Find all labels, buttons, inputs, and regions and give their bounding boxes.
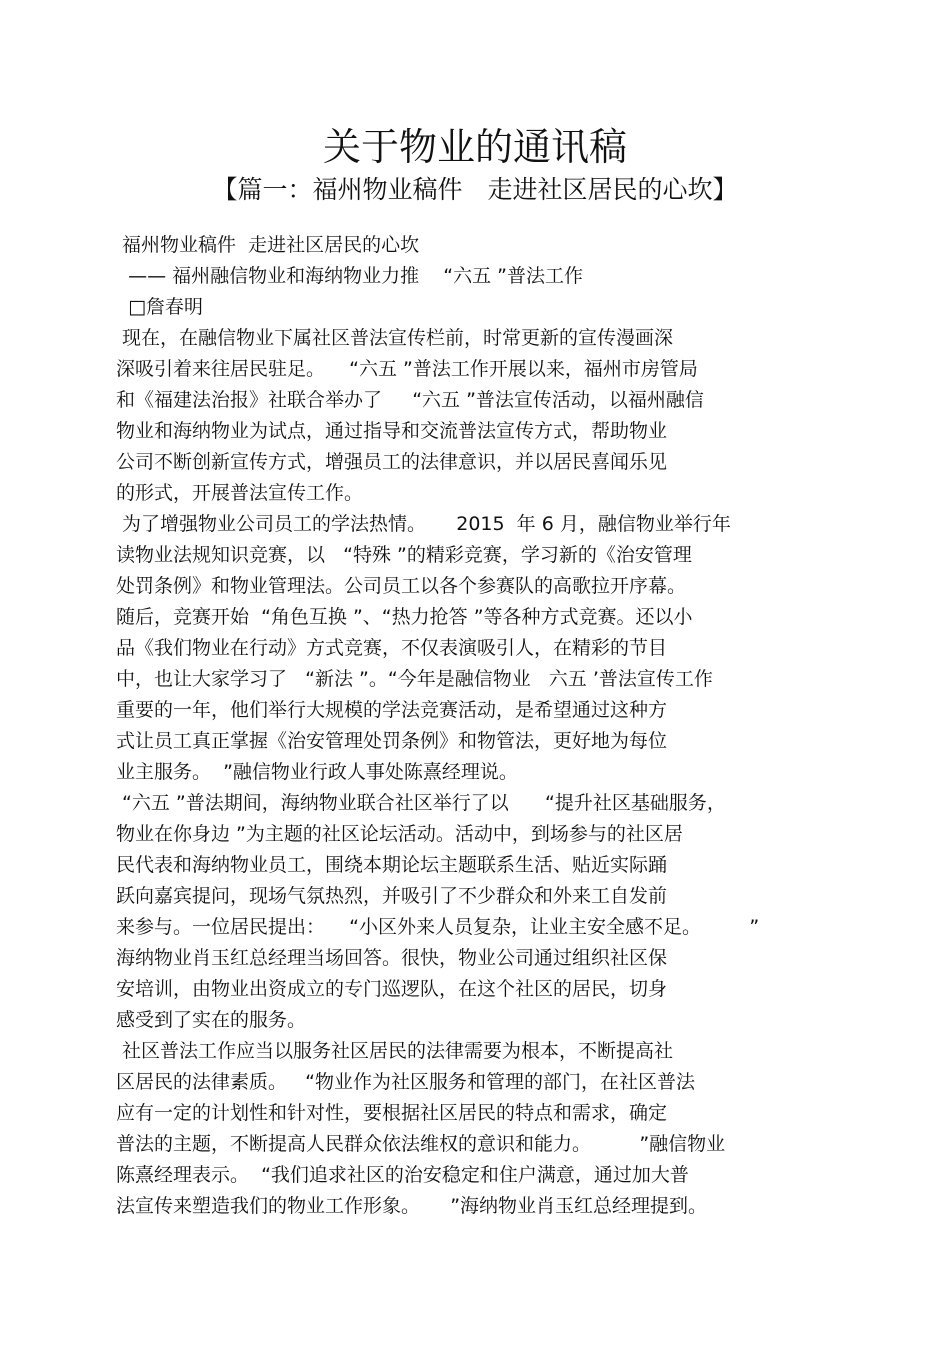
body-line: 感受到了实在的服务。 (116, 1009, 307, 1031)
body-line: 物业在你身边 ”为主题的社区论坛活动。活动中，到场参与的社区居 (116, 823, 683, 845)
body-line: 安培训，由物业出资成立的专门巡逻队，在这个社区的居民，切身 (116, 978, 668, 1000)
body-line: 来参与。一位居民提出： “小区外来人员复杂，让业主安全感不足。 ” (116, 916, 760, 938)
document-subtitle: 【篇一：福州物业稿件 走进社区居民的心坎】 (212, 175, 738, 204)
body-line: 随后，竞赛开始 “角色互换 ”、“热力抢答 ”等各种方式竞赛。还以小 (116, 606, 693, 628)
body-line: 读物业法规知识竞赛，以 “特殊 ”的精彩竞赛，学习新的《治安管理 (116, 544, 692, 566)
body-line: 法宣传来塑造我们的物业工作形象。 ”海纳物业肖玉红总经理提到。 (116, 1195, 708, 1217)
body-line: 和《福建法治报》社联合举办了 “六五 ”普法宣传活动，以福州融信 (116, 389, 704, 411)
document-title: 关于物业的通讯稿 (322, 125, 627, 169)
body-line: 式让员工真正掌握《治安管理处罚条例》和物管法，更好地为每位 (116, 730, 668, 752)
body-line: 陈熹经理表示。 “我们追求社区的治安稳定和住户满意，通过加大普 (116, 1164, 689, 1186)
body-line: 社区普法工作应当以服务社区居民的法律需要为根本，不断提高社 (116, 1040, 674, 1062)
body-line: 处罚条例》和物业管理法。公司员工以各个参赛队的高歌拉开序幕。 (116, 575, 687, 597)
body-line: “六五 ”普法期间，海纳物业联合社区举行了以 “提升社区基础服务， (116, 792, 726, 814)
body-line: 海纳物业肖玉红总经理当场回答。很快，物业公司通过组织社区保 (116, 947, 668, 969)
body-line: 为了增强物业公司员工的学法热情。 2015 年 6 月，融信物业举行年 (116, 513, 731, 535)
body-line: 区居民的法律素质。 “物业作为社区服务和管理的部门，在社区普法 (116, 1071, 695, 1093)
body-line: 重要的一年，他们举行大规模的学法竞赛活动，是希望通过这种方 (116, 699, 668, 721)
body-line: 现在，在融信物业下属社区普法宣传栏前，时常更新的宣传漫画深 (116, 327, 674, 349)
body-line: —— 福州融信物业和海纳物业力推 “六五 ”普法工作 (116, 265, 584, 287)
body-line: 的形式，开展普法宣传工作。 (116, 482, 364, 504)
body-line: 公司不断创新宣传方式，增强员工的法律意识，并以居民喜闻乐见 (116, 451, 668, 473)
body-line: 跃向嘉宾提问，现场气氛热烈，并吸引了不少群众和外来工自发前 (116, 885, 668, 907)
body-line: □詹春明 (116, 296, 204, 318)
body-line: 福州物业稿件 走进社区居民的心坎 (116, 234, 420, 256)
body-line: 品《我们物业在行动》方式竞赛，不仅表演吸引人，在精彩的节目 (116, 637, 668, 659)
body-line: 应有一定的计划性和针对性，要根据社区居民的特点和需求，确定 (116, 1102, 668, 1124)
body-line: 普法的主题，不断提高人民群众依法维权的意识和能力。 ”融信物业 (116, 1133, 726, 1155)
body-line: 业主服务。 ”融信物业行政人事处陈熹经理说。 (116, 761, 518, 783)
body-line: 民代表和海纳物业员工，围绕本期论坛主题联系生活、贴近实际踊 (116, 854, 668, 876)
body-line: 中，也让大家学习了 “新法 ”。“今年是融信物业 六五 ’普法宣传工作 (116, 668, 713, 690)
body-line: 物业和海纳物业为试点，通过指导和交流普法宣传方式，帮助物业 (116, 420, 668, 442)
document-body (116, 230, 836, 1222)
body-line: 深吸引着来往居民驻足。 “六五 ”普法工作开展以来，福州市房管局 (116, 358, 698, 380)
